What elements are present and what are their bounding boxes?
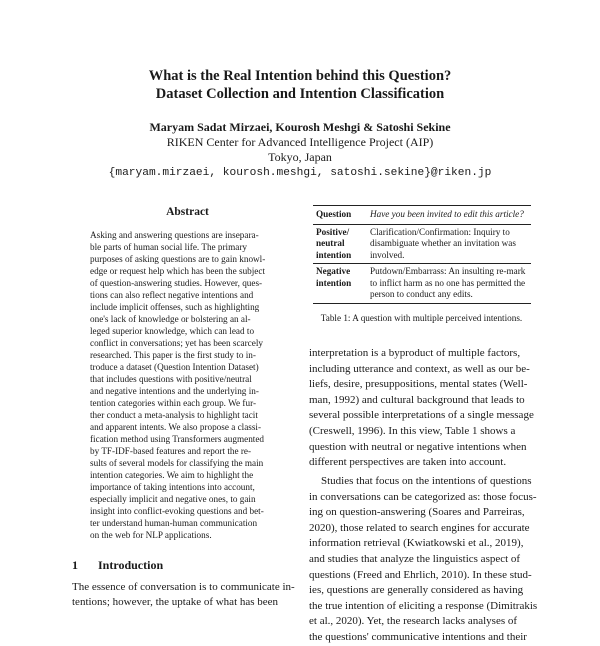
- abstract-line: edge or request help which has been the subject: [90, 266, 266, 276]
- abstract-body: [90, 229, 284, 541]
- abstract-line: researched. This paper is the first study to in-: [90, 350, 256, 360]
- body-line: and studies that analyze the linguistics aspect of: [309, 552, 521, 565]
- abstract-line: one's lack of knowledge or bolstering an al-: [90, 314, 251, 324]
- table-row-label: Question: [313, 206, 367, 225]
- body-line: Studies that focus on the intentions of questions: [321, 475, 532, 487]
- paper-title-line1: What is the Real Intention behind this Question?: [148, 68, 452, 84]
- abstract-line: Asking and answering questions are insepara-: [90, 230, 259, 240]
- abstract-line: purposes of asking questions are to gain knowl-: [90, 254, 266, 264]
- table-caption: Table 1: A question with multiple perceived intentions.: [320, 313, 523, 323]
- abstract-line: importance of taking intentions into account,: [90, 482, 255, 492]
- location: Tokyo, Japan: [268, 150, 332, 164]
- table-row: [313, 206, 531, 225]
- abstract-line: sults of several models for classifying the main: [90, 458, 264, 468]
- intro-line: The essence of conversation is to communicate in-: [72, 581, 295, 593]
- body-line: 2020), those related to search engines for accurate: [309, 521, 530, 534]
- body-line: including utterance and context, as well as our be-: [309, 362, 530, 375]
- right-column-paragraph-2: [309, 474, 538, 646]
- table-row: [313, 224, 531, 264]
- body-line: the questions' communicative intentions and their: [309, 630, 527, 643]
- table-row-text: Putdown/Embarrass: An insulting re-mark to inflict harm as no one has permitted the person to conduct any edits.: [367, 264, 531, 304]
- body-line: the true intention of eliciting a response (Dimitrakis: [309, 599, 538, 612]
- body-line: liefs, desire, presuppositions, mental states (Well-: [309, 378, 528, 391]
- abstract-line: intention categories. We aim to highlight the: [90, 470, 254, 480]
- body-line: et al., 2020). Yet, the research lacks analyses of: [309, 615, 518, 628]
- abstract-line: ter understand human-human communication: [90, 518, 258, 528]
- body-line: several possible interpretations of a single message: [309, 409, 534, 422]
- section-number: 1: [72, 558, 78, 572]
- paper-title-line2: Dataset Collection and Intention Classification: [155, 86, 445, 102]
- author-list: Maryam Sadat Mirzaei, Kourosh Meshgi & Satoshi Sekine: [149, 120, 451, 134]
- table-row-label: Positive/ neutral intention: [316, 226, 352, 260]
- body-line: (Creswell, 1996). In this view, Table 1 shows a: [309, 424, 516, 437]
- intro-line: tentions; however, the uptake of what has been: [72, 596, 279, 608]
- abstract-heading: Abstract: [166, 206, 209, 218]
- abstract-line: troduce a dataset (Question Intention Dataset): [90, 362, 259, 372]
- abstract-line: and negative intentions and the underlying in-: [90, 386, 259, 396]
- abstract-line: leged superior knowledge, which can lead to: [90, 326, 255, 336]
- table-row-text: Have you been invited to edit this article?: [367, 206, 531, 225]
- intention-table: [313, 205, 531, 304]
- right-column-paragraph-1: [309, 346, 534, 471]
- body-line: different perspectives are taken into account.: [309, 456, 507, 469]
- section-heading-introduction: [72, 558, 163, 573]
- table-row-label: Negative intention: [313, 264, 367, 304]
- abstract-line: especially implicit and negative ones, to gain: [90, 494, 256, 504]
- body-line: ing on question-answering (Soares and Parreiras,: [309, 506, 525, 519]
- abstract-line: insight into conflict-evoking questions and bet-: [90, 506, 264, 516]
- abstract-line: by TF-IDF-based features and report the re-: [90, 446, 252, 456]
- abstract-line: fication method using Transformers augmented: [90, 434, 265, 444]
- affiliation: RIKEN Center for Advanced Intelligence Project (AIP): [166, 135, 434, 149]
- author-emails: {maryam.mirzaei, kourosh.meshgi, satoshi.sekine}@riken.jp: [108, 167, 492, 179]
- body-line: question with neutral or negative intentions when: [309, 440, 527, 453]
- abstract-line: on the web for NLP applications.: [90, 530, 212, 540]
- body-line: questions (Freed and Ehrlich, 2010). In these stud-: [309, 568, 532, 581]
- abstract-line: ble parts of human social life. The primary: [90, 242, 247, 252]
- table-row: [313, 264, 531, 304]
- body-line: interpretation is a byproduct of multiple factors,: [309, 347, 521, 359]
- section-title: Introduction: [98, 558, 164, 572]
- abstract-line: tention categories within each group. We fur-: [90, 398, 257, 408]
- table-row-text: Clarification/Confirmation: Inquiry to disambiguate whether an invitation was involved.: [370, 226, 516, 260]
- abstract-line: and apparent intents. We also propose a classi-: [90, 422, 262, 432]
- abstract-line: include implicit offenses, such as highlighting: [90, 302, 260, 312]
- abstract-line: that includes questions with positive/neutral: [90, 374, 252, 384]
- body-line: in conversations can be categorized as: those focus-: [309, 490, 537, 503]
- abstract-line: ther conduct a meta-analysis to highlight tacit: [90, 410, 258, 420]
- body-line: man, 1992) and cultural background that leads to: [309, 393, 525, 406]
- abstract-line: tions can also reflect negative intentions and: [90, 290, 254, 300]
- body-line: information retrieval (Kwiatkowski et al., 2019),: [309, 537, 524, 550]
- abstract-line: of question-answering studies. However, ques-: [90, 278, 263, 288]
- body-line: ies, questions are generally considered as having: [309, 584, 524, 597]
- abstract-line: conflict in conversations; yet has been scarcely: [90, 338, 263, 348]
- introduction-body: [72, 580, 302, 610]
